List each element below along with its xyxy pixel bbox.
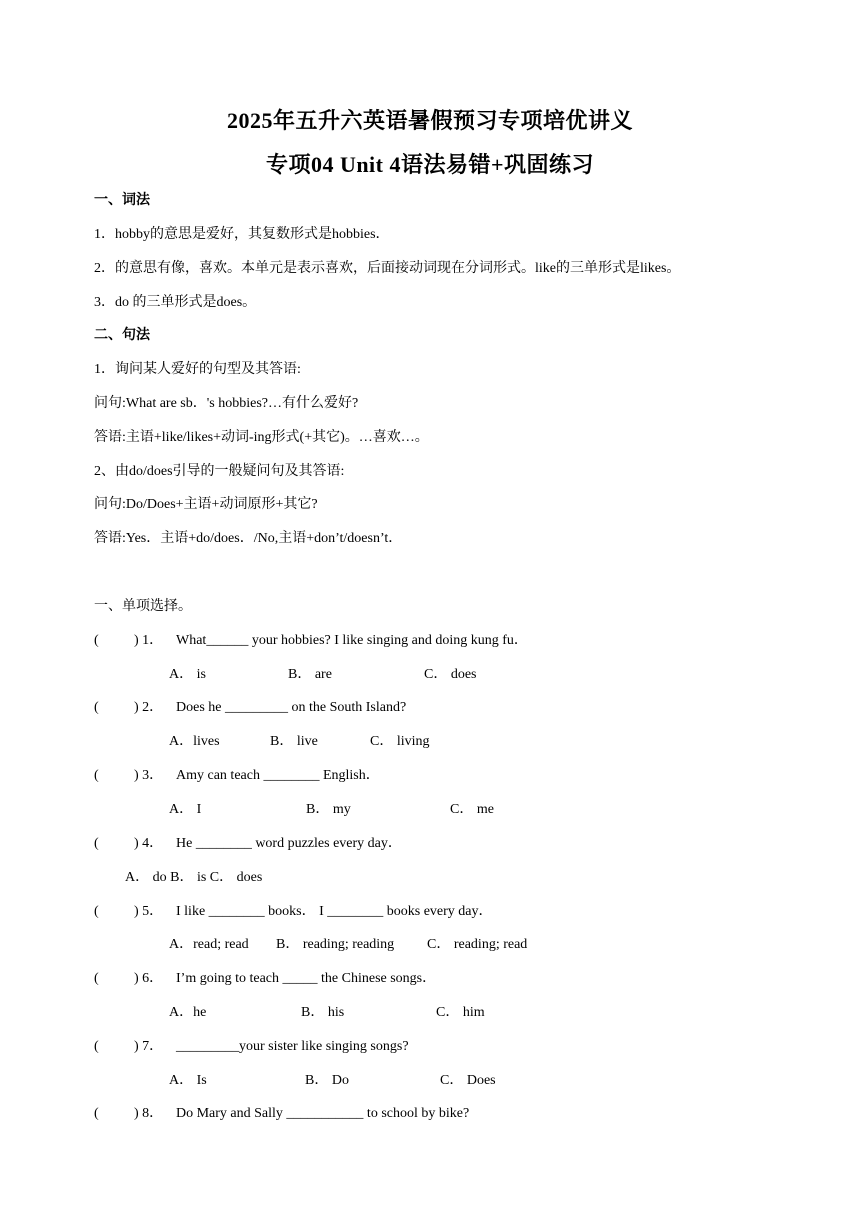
option-b: B． my [306, 802, 351, 817]
option-c: C． living [370, 734, 430, 749]
question-number: ) 5． [134, 904, 164, 919]
syntax-line-3: 答语:主语+like/likes+动词-ing形式(+其它)。…喜欢…。 [94, 430, 429, 445]
question-number: ) 1． [134, 633, 164, 648]
question-text: Do Mary and Sally ___________ to school by bike? [176, 1106, 470, 1121]
question-text: Does he _________ on the South Island? [176, 700, 407, 715]
question-text: I like ________ books． I ________ books every day． [176, 904, 493, 919]
answer-paren-open: ( [94, 971, 99, 986]
question-number: ) 3． [134, 768, 164, 783]
section-vocab-heading: 一、词法 [94, 193, 150, 208]
option-a: A．lives [169, 734, 220, 749]
option-a: A． I [169, 802, 202, 817]
question-number: ) 4． [134, 836, 164, 851]
option-a: A． is [169, 667, 206, 682]
syntax-line-4: 2、由do/does引导的一般疑问句及其答语: [94, 464, 345, 479]
question-number: ) 2． [134, 700, 164, 715]
syntax-line-5: 问句:Do/Does+主语+动词原形+其它? [94, 497, 318, 512]
option-c: C． reading; read [427, 937, 528, 952]
vocab-item-1: 1．hobby的意思是爱好，其复数形式是hobbies． [94, 227, 390, 242]
option-a: A． Is [169, 1073, 207, 1088]
option-b: B． are [288, 667, 332, 682]
syntax-line-6: 答语:Yes．主语+do/does．/No,主语+don’t/doesn’t． [94, 531, 403, 546]
answer-paren-open: ( [94, 1106, 99, 1121]
question-number: ) 8． [134, 1106, 164, 1121]
question-text: What______ your hobbies? I like singing and doing kung fu． [176, 633, 528, 648]
answer-paren-open: ( [94, 904, 99, 919]
option-a: A．read; read [169, 937, 249, 952]
exercise-heading: 一、单项选择。 [94, 599, 192, 614]
question-number: ) 6． [134, 971, 164, 986]
option-b: B． live [270, 734, 318, 749]
option-c: C． me [450, 802, 494, 817]
answer-paren-open: ( [94, 633, 99, 648]
answer-paren-open: ( [94, 1039, 99, 1054]
option-a: A．he [169, 1005, 207, 1020]
question-text: _________your sister like singing songs? [176, 1039, 409, 1054]
answer-paren-open: ( [94, 836, 99, 851]
answer-paren-open: ( [94, 768, 99, 783]
section-syntax-heading: 二、句法 [94, 328, 150, 343]
syntax-line-2: 问句:What are sb．'s hobbies?…有什么爱好? [94, 396, 359, 411]
question-text: I’m going to teach _____ the Chinese songs． [176, 971, 437, 986]
document-subtitle: 专项04 Unit 4语法易错+巩固练习 [265, 152, 595, 177]
option-c: C． him [436, 1005, 485, 1020]
option-c: C． Does [440, 1073, 496, 1088]
option-b: B． Do [305, 1073, 349, 1088]
option-c: C． does [424, 667, 477, 682]
document-title: 2025年五升六英语暑假预习专项培优讲义 [226, 108, 633, 133]
question-text: Amy can teach ________ English． [176, 768, 380, 783]
option-b: B． his [301, 1005, 345, 1020]
options-inline: A． do B． is C． does [125, 870, 263, 885]
answer-paren-open: ( [94, 700, 99, 715]
vocab-item-2: 2．的意思有像，喜欢。本单元是表示喜欢，后面接动词现在分词形式。like的三单形式是likes。 [94, 261, 681, 276]
syntax-line-1: 1．询问某人爱好的句型及其答语: [94, 362, 301, 377]
vocab-item-3: 3．do 的三单形式是does。 [94, 295, 257, 310]
question-text: He ________ word puzzles every day． [176, 836, 402, 851]
option-b: B． reading; reading [276, 937, 395, 952]
question-number: ) 7． [134, 1039, 164, 1054]
